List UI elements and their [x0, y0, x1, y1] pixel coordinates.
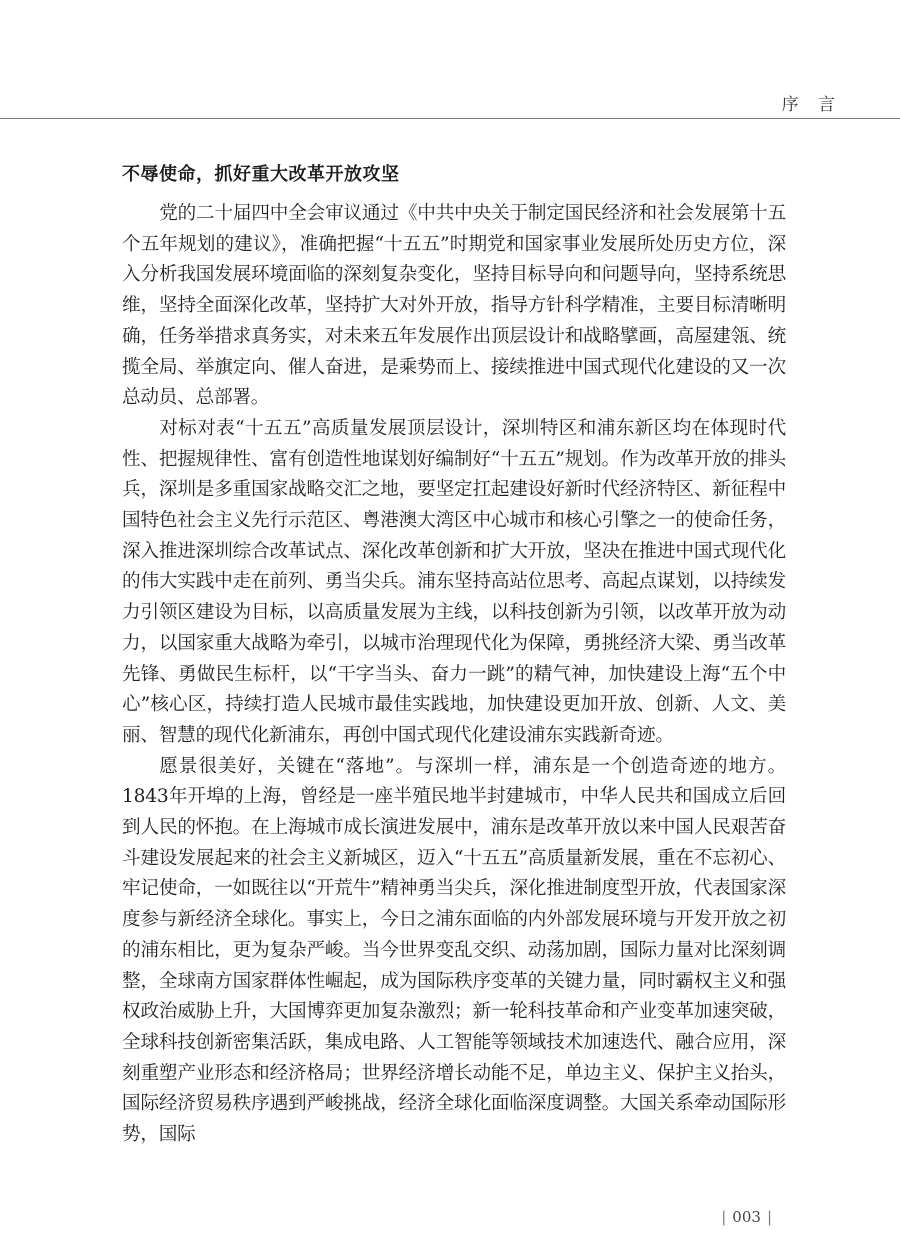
paragraph: 对标对表“十五五”高质量发展顶层设计，深圳特区和浦东新区均在体现时代性、把握规律性、富有创造性地谋划好编制好“十五五”规划。作为改革开放的排头兵，深圳是多重国家战略交汇之地，要坚定扛起建设好新时代经济特区、新征程中国特色社会主义先行示范区、粤港澳大湾区中心城市和核心引擎之一的使命任务，深入推进深圳综合改革试点、深化改革创新和扩大开放，坚决在推进中国式现代化的伟大实践中走在前列、勇当尖兵。浦东坚持高站位思考、高起点谋划，以持续发力引领区建设为目标，以高质量发展为主线，以科技创新为引领，以改革开放为动力，以国家重大战略为牵引，以城市治理现代化为保障，勇挑经济大梁、勇当改革先锋、勇做民生标杆，以“干字当头、奋力一跳”的精气神，加快建设上海“五个中心”核心区，持续打造人民城市最佳实践地，加快建设更加开放、创新、人文、美丽、智慧的现代化新浦东，再创中国式现代化建设浦东实践新奇迹。 — [122, 417, 786, 746]
page-number — [715, 1208, 778, 1226]
running-head: 序 言 — [781, 95, 842, 115]
paragraph: 愿景很美好，关键在“落地”。与深圳一样，浦东是一个创造奇迹的地方。1843年开埠的上海，曾经是一座半殖民地半封建城市，中华人民共和国成立后回到人民的怀抱。在上海城市成长演进发展中，浦东是改革开放以来中国人民艰苦奋斗建设发展起来的社会主义新城区，迈入“十五五”高质量新发展，重在不忘初心、牢记使命，一如既往以“开荒牛”精神勇当尖兵，深化推进制度型开放，代表国家深度参与新经济全球化。事实上，今日之浦东面临的内外部发展环境与开发开放之初的浦东相比，更为复杂严峻。当今世界变乱交织、动荡加剧，国际力量对比深刻调整，全球南方国家群体性崛起，成为国际秩序变革的关键力量，同时霸权主义和强权政治威胁上升，大国博弈更加复杂激烈；新一轮科技革命和产业变革加速突破，全球科技创新密集活跃，集成电路、人工智能等领域技术加速迭代、融合应用，深刻重塑产业形态和经济格局；世界经济增长动能不足，单边主义、保护主义抬头，国际经济贸易秩序遇到严峻挑战，经济全球化面临深度调整。大国关系牵动国际形势，国际 — [122, 755, 786, 1146]
body-text — [122, 199, 786, 1151]
page-header — [0, 0, 900, 119]
folio-bar-right: | — [766, 1208, 772, 1226]
paragraph: 党的二十届四中全会审议通过《中共中央关于制定国民经济和社会发展第十五个五年规划的建议》，准确把握“十五五”时期党和国家事业发展所处历史方位，深入分析我国发展环境面临的深刻复杂变化，坚持目标导向和问题导向，坚持系统思维，坚持全面深化改革，坚持扩大对外开放，指导方针科学精准，主要目标清晰明确，任务举措求真务实，对未来五年发展作出顶层设计和战略擘画，高屋建瓴、统揽全局、举旗定向、催人奋进，是乘势而上、接续推进中国式现代化建设的又一次总动员、总部署。 — [122, 203, 786, 409]
section-title: 不辱使命，抓好重大改革开放攻坚 — [122, 164, 400, 185]
folio-bar-left: | — [721, 1208, 727, 1226]
page-number-value: 003 — [732, 1208, 761, 1226]
